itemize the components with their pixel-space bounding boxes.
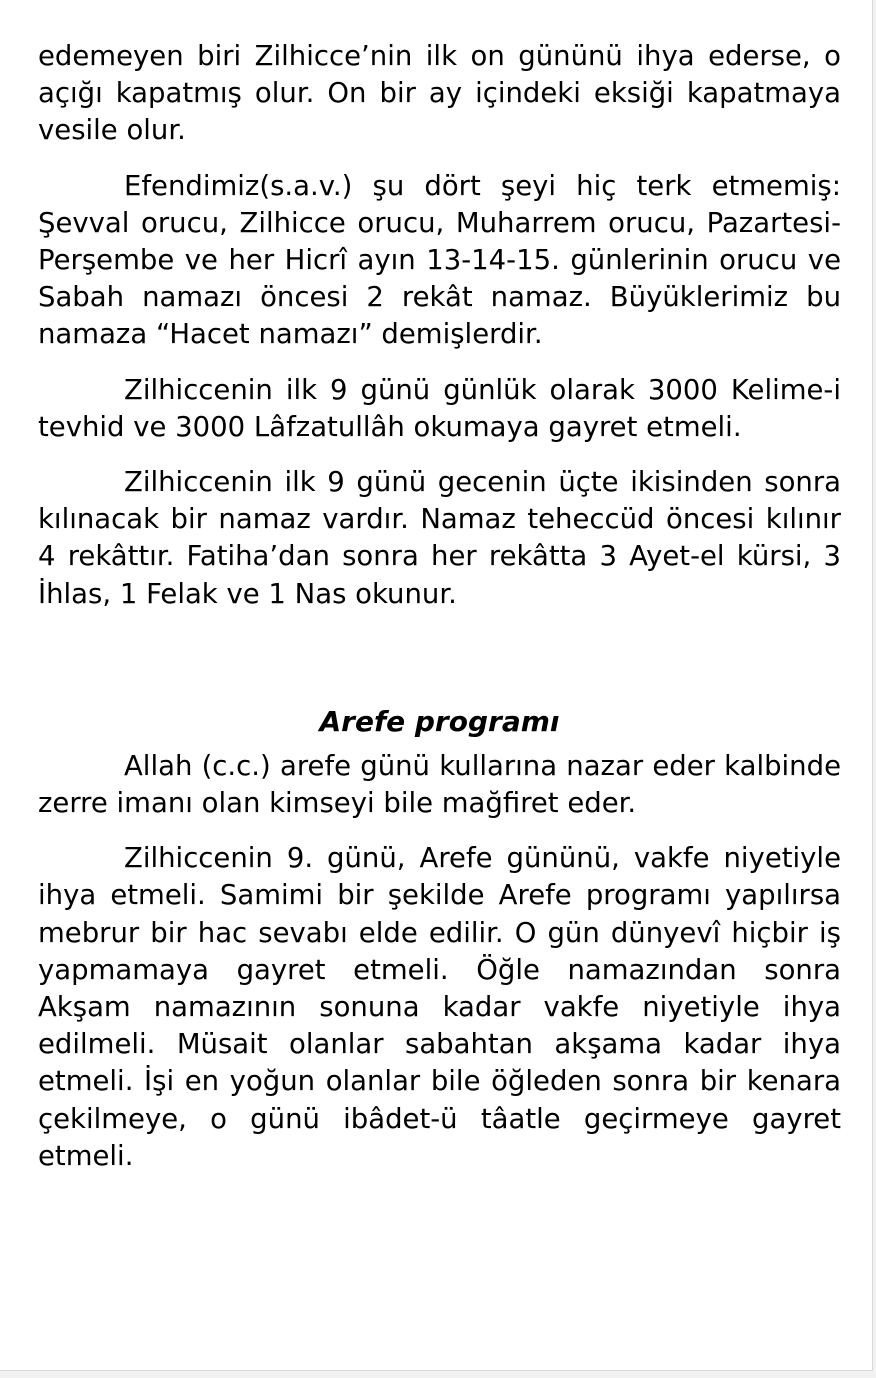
paragraph-continuation: edemeyen biri Zilhicce’nin ilk on gününü ihya ederse, o açığı kapatmış olur. On bir ay içindeki eksiği kapatmaya vesile olur. (38, 40, 841, 147)
paragraph-arefe-mercy: Allah (c.c.) arefe günü kullarına nazar eder kalbinde zerre imanı olan kimseyi bile mağfiret eder. (38, 749, 841, 820)
paragraph-night-prayer: Zilhiccenin ilk 9 günü gecenin üçte ikisinden sonra kılınacak bir namaz vardır. Namaz teheccüd öncesi kılınır 4 rekâttır. Fatiha’dan sonra her rekâtta 3 Ayet-el kürsi, 3 İhlas, 1 Felak ve 1 Nas okunur. (38, 466, 841, 610)
paragraph-arefe-program: Zilhiccenin 9. günü, Arefe gününü, vakfe niyetiyle ihya etmeli. Samimi bir şekilde Arefe programı yapılırsa mebrur bir hac sevabı elde edilir. O gün dünyevî hiçbir iş yapmamaya gayret etmeli. Öğle namazından sonra Akşam namazının sonuna kadar vakfe niyetiyle ihya edilmeli. Müsait olanlar sabahtan akşama kadar ihya etmeli. İşi en yoğun olanlar bile öğleden sonra bir kenara çekilmeye, o günü ibâdet-ü tâatle geçirmeye gayret etmeli. (38, 842, 841, 1172)
page-body (38, 38, 841, 1193)
section-heading: Arefe programı (319, 704, 560, 738)
paragraph-daily-recitation: Zilhiccenin ilk 9 günü günlük olarak 3000 Kelime-i tevhid ve 3000 Lâfzatullâh okumaya gayret etmeli. (38, 373, 841, 443)
paragraph-fasting-practices: Efendimiz(s.a.v.) şu dört şeyi hiç terk etmemiş: Şevval orucu, Zilhicce orucu, Muharrem orucu, Pazartesi-Perşembe ve her Hicrî ayın 13-14-15. günlerinin orucu ve Sabah namazı öncesi 2 rekât namaz. Büyüklerimiz bu namaza “Hacet namazı” demişlerdir. (38, 169, 841, 351)
